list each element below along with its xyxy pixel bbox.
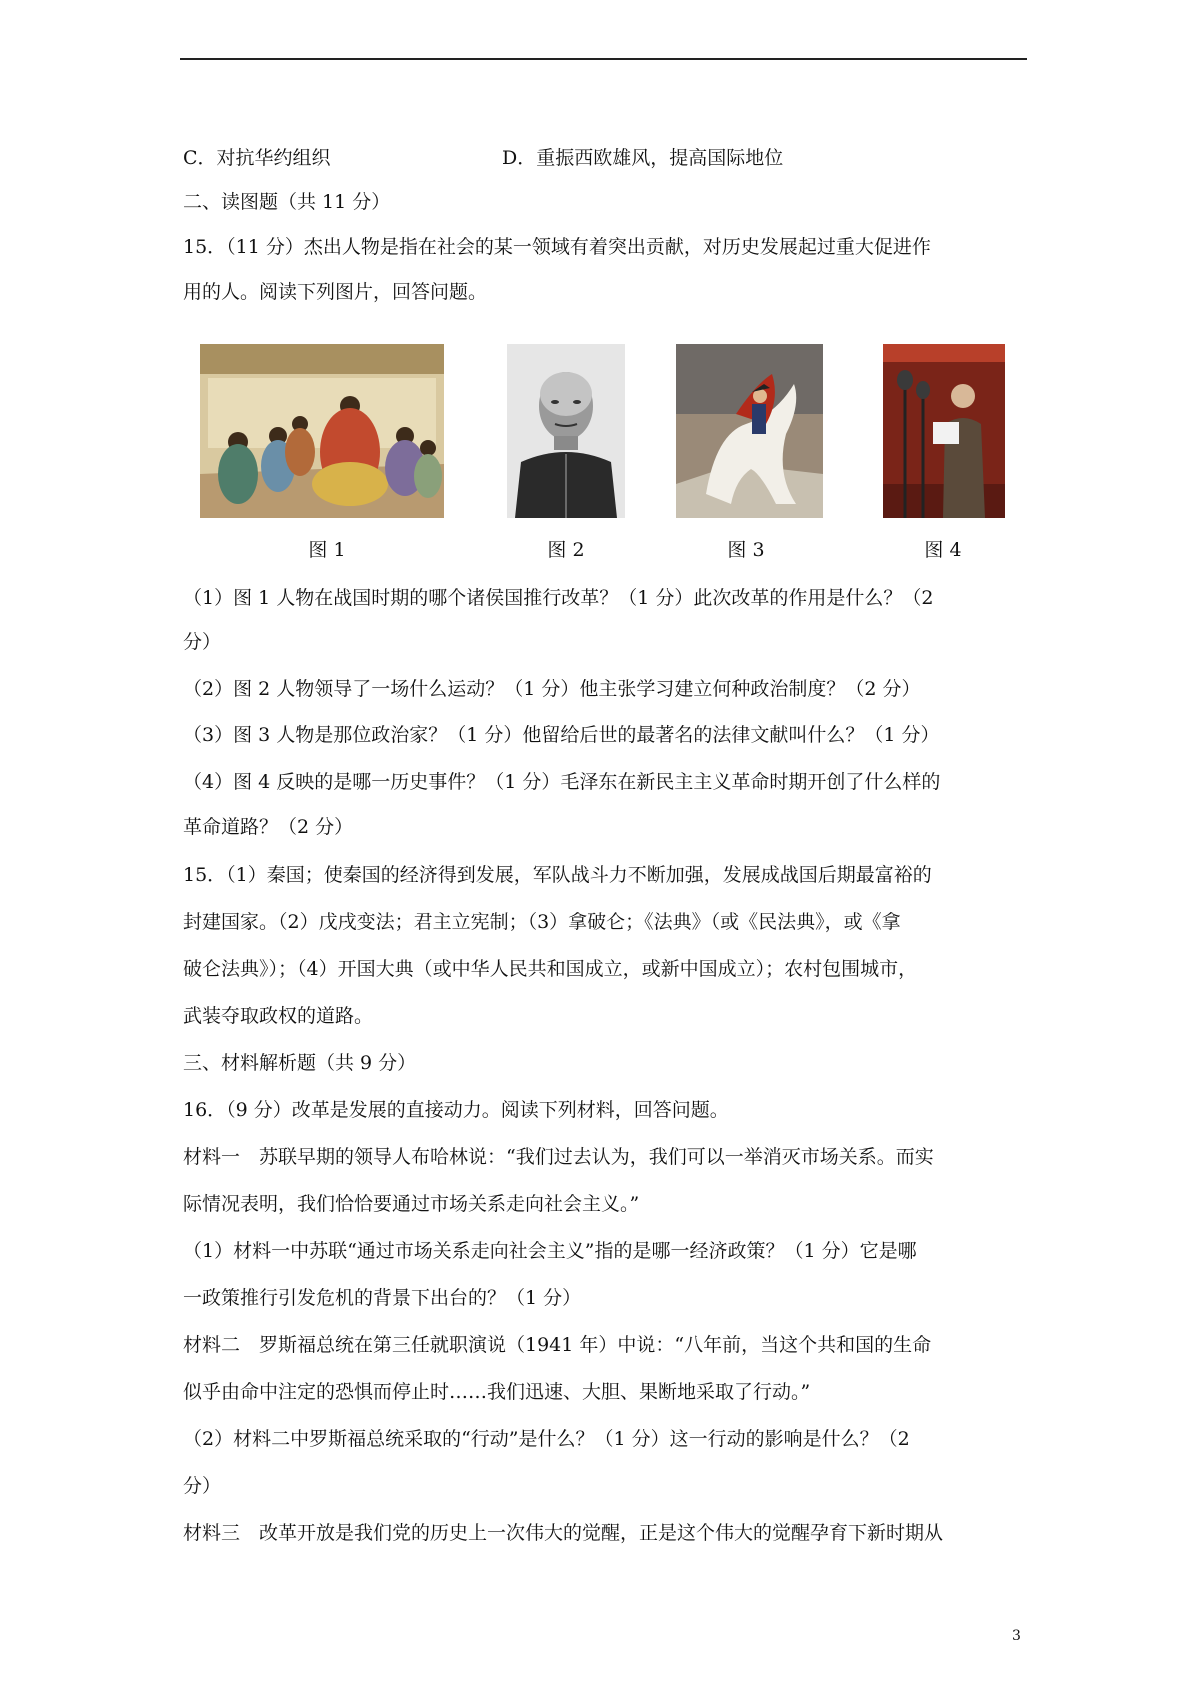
- q15-answer-line-3: 破仑法典》）；（4）开国大典（或中华人民共和国成立，或新中国成立）；农村包围城市，: [183, 958, 918, 980]
- figure-2-caption: 图 2: [547, 539, 585, 561]
- figure-3-image: [676, 344, 823, 518]
- figure-3-caption: 图 3: [727, 539, 765, 561]
- option-d: D．重振西欧雄风，提高国际地位: [502, 147, 784, 169]
- q15-sub3: （3）图 3 人物是那位政治家？（1 分）他留给后世的最著名的法律文献叫什么？（1 分）: [183, 724, 940, 746]
- q15-sub1-line-1: （1）图 1 人物在战国时期的哪个诸侯国推行改革？（1 分）此次改革的作用是什么？（2: [183, 587, 934, 609]
- option-c: C．对抗华约组织: [183, 147, 331, 169]
- section-2-title: 二、读图题（共 11 分）: [183, 191, 391, 213]
- figure-4-image: [883, 344, 1005, 518]
- q16-sub1-line-1: （1）材料一中苏联“通过市场关系走向社会主义”指的是哪一经济政策？（1 分）它是哪: [183, 1240, 917, 1262]
- q15-sub2: （2）图 2 人物领导了一场什么运动？（1 分）他主张学习建立何种政治制度？（2 分）: [183, 678, 921, 700]
- q16-stem: 16．（9 分）改革是发展的直接动力。阅读下列材料，回答问题。: [183, 1099, 729, 1121]
- figure-2-image: [507, 344, 625, 518]
- header-rule: [180, 58, 1027, 60]
- figure-1-image: [200, 344, 444, 518]
- q16-sub2-line-1: （2）材料二中罗斯福总统采取的“行动”是什么？（1 分）这一行动的影响是什么？（2: [183, 1428, 910, 1450]
- section-3-title: 三、材料解析题（共 9 分）: [183, 1052, 417, 1074]
- figure-1-caption: 图 1: [308, 539, 346, 561]
- q16-material-1-line-2: 际情况表明，我们恰恰要通过市场关系走向社会主义。”: [183, 1193, 640, 1215]
- q15-answer-line-2: 封建国家。（2）戊戌变法；君主立宪制；（3）拿破仑；《法典》（或《民法典》，或《拿: [183, 911, 901, 933]
- q16-material-2-line-1: 材料二 罗斯福总统在第三任就职演说（1941 年）中说：“八年前，当这个共和国的生命: [183, 1334, 932, 1356]
- q16-material-1-line-1: 材料一 苏联早期的领导人布哈林说：“我们过去认为，我们可以一举消灭市场关系。而实: [183, 1146, 934, 1168]
- q16-material-3-line-1: 材料三 改革开放是我们党的历史上一次伟大的觉醒，正是这个伟大的觉醒孕育下新时期从: [183, 1522, 944, 1544]
- q15-sub4-line-1: （4）图 4 反映的是哪一历史事件？（1 分）毛泽东在新民主主义革命时期开创了什么样的: [183, 771, 941, 793]
- q15-sub1-line-2: 分）: [183, 631, 222, 653]
- figure-4-caption: 图 4: [924, 539, 962, 561]
- q16-material-2-line-2: 似乎由命中注定的恐惧而停止时……我们迅速、大胆、果断地采取了行动。”: [183, 1381, 811, 1403]
- q15-sub4-line-2: 革命道路？（2 分）: [183, 816, 354, 838]
- q15-stem-line-1: 15．（11 分）杰出人物是指在社会的某一领域有着突出贡献，对历史发展起过重大促进作: [183, 236, 931, 258]
- q15-stem-line-2: 用的人。阅读下列图片，回答问题。: [183, 281, 488, 303]
- q16-sub2-line-2: 分）: [183, 1475, 222, 1497]
- q15-answer-line-4: 武装夺取政权的道路。: [183, 1005, 374, 1027]
- q15-answer-line-1: 15．（1）秦国；使秦国的经济得到发展，军队战斗力不断加强，发展成战国后期最富裕的: [183, 864, 932, 886]
- q16-sub1-line-2: 一政策推行引发危机的背景下出台的？（1 分）: [183, 1287, 582, 1309]
- page-number: 3: [1012, 1628, 1021, 1644]
